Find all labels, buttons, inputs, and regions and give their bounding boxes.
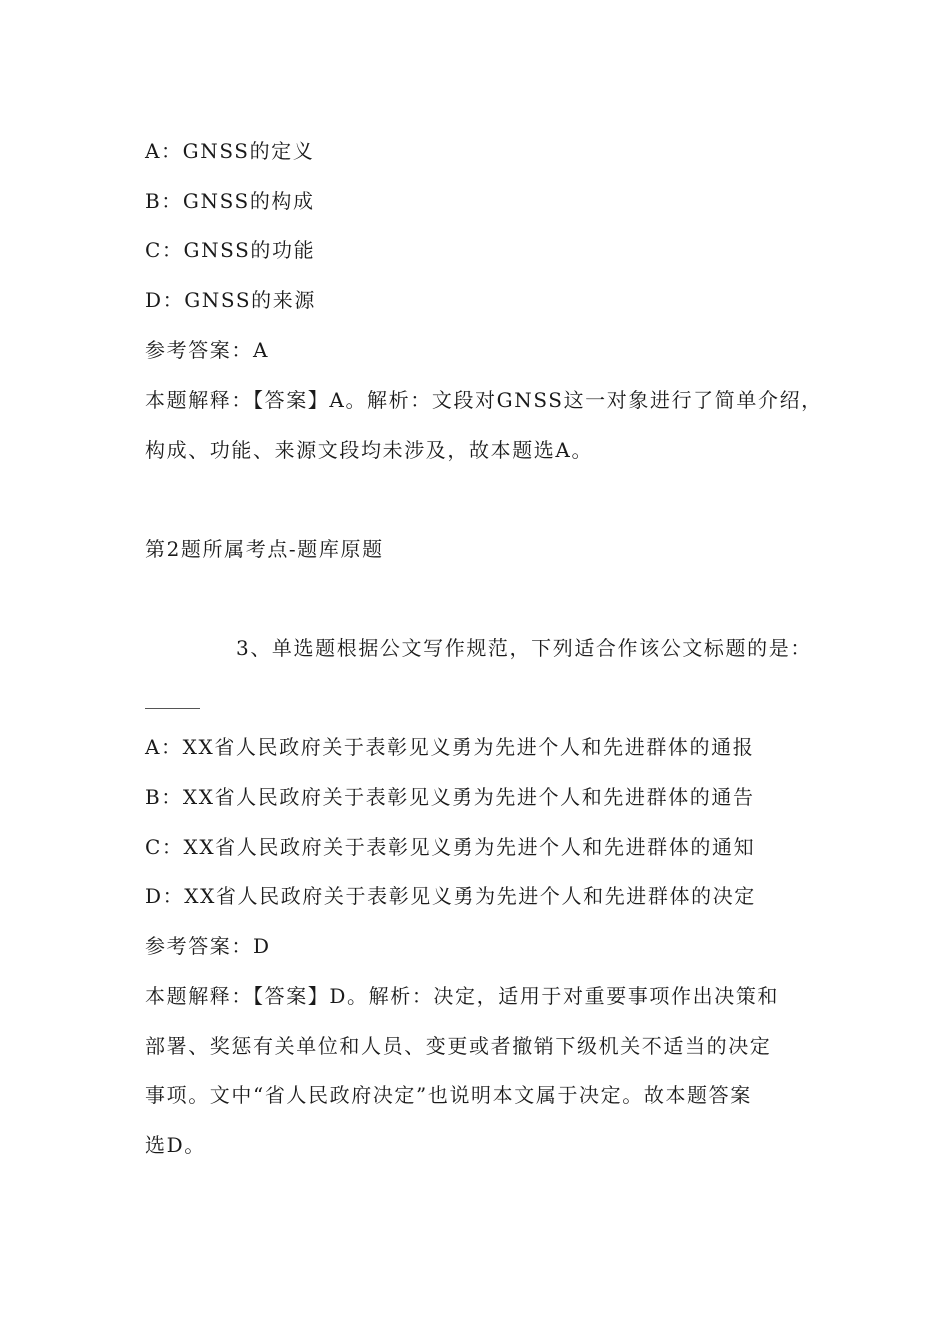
q2-option-c: C：GNSS的功能 (145, 238, 316, 262)
q3-option-c: C：XX省人民政府关于表彰见义勇为先进个人和先进群体的通知 (145, 835, 756, 859)
q3-option-a: A：XX省人民政府关于表彰见义勇为先进个人和先进群体的通报 (145, 735, 755, 759)
q3-explanation-line-1: 本题解释：【答案】D。解析：决定，适用于对重要事项作出决策和 (145, 984, 780, 1008)
q3-explanation-line-3: 事项。文中“省人民政府决定”也说明本文属于决定。故本题答案 (145, 1083, 752, 1107)
q3-option-b: B：XX省人民政府关于表彰见义勇为先进个人和先进群体的通告 (145, 785, 755, 809)
q2-option-a: A：GNSS的定义 (145, 139, 315, 163)
q3-explanation-line-2: 部署、奖惩有关单位和人员、变更或者撤销下级机关不适当的决定 (145, 1034, 772, 1058)
q3-option-d: D：XX省人民政府关于表彰见义勇为先进个人和先进群体的决定 (145, 884, 756, 908)
q3-stem: 3、单选题根据公文写作规范，下列适合作该公文标题的是： (236, 636, 812, 660)
q3-explanation-line-4: 选D。 (145, 1133, 206, 1157)
q2-explanation-line-2: 构成、功能、来源文段均未涉及，故本题选A。 (145, 438, 594, 462)
q3-answer: 参考答案：D (145, 934, 271, 958)
q2-option-b: B：GNSS的构成 (145, 189, 315, 213)
q2-explanation-line-1: 本题解释：【答案】A。解析：文段对GNSS这一对象进行了简单介绍， (145, 388, 823, 412)
q2-source-note: 第2题所属考点-题库原题 (145, 537, 384, 561)
q2-answer: 参考答案：A (145, 338, 270, 362)
q2-option-d: D：GNSS的来源 (145, 288, 316, 312)
answer-blank-line (145, 708, 200, 709)
